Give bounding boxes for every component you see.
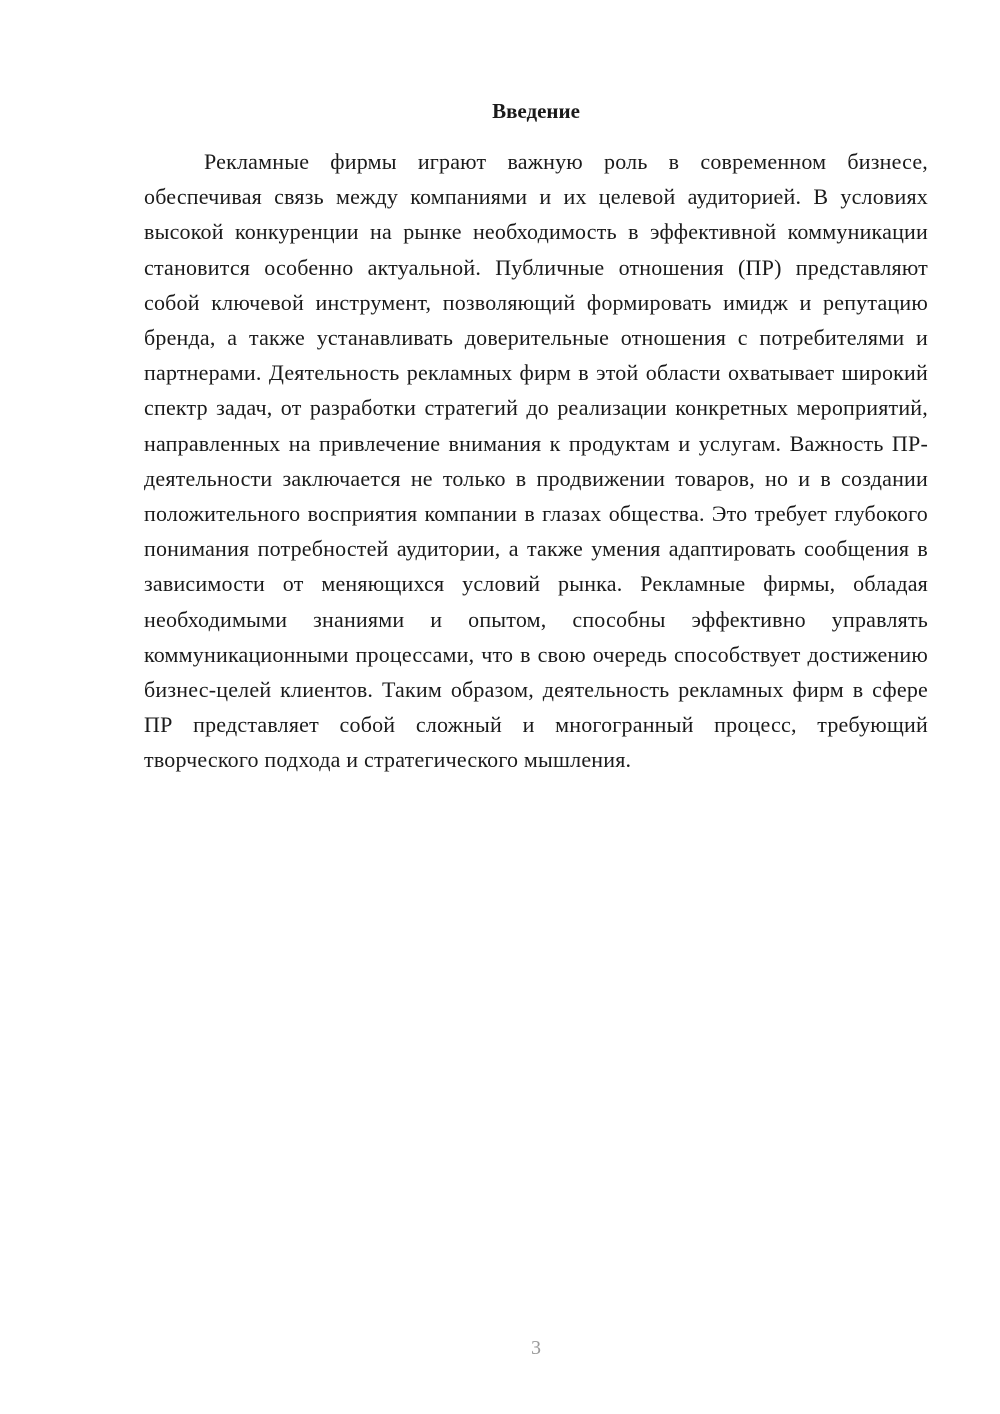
section-heading: Введение <box>492 99 580 123</box>
page-number: 3 <box>531 1337 541 1359</box>
intro-paragraph: Рекламные фирмы играют важную роль в современном бизнесе, обеспечивая связь между компаниями и их целевой аудиторией. В условиях высокой конкуренции на рынке необходимость в эффективной коммуникации становится особенно актуальной. Публичные отношения (ПР) представляют собой ключевой инструмент, позволяющий формировать имидж и репутацию бренда, а также устанавливать доверительные отношения с потребителями и партнерами. Деятельность рекламных фирм в этой области охватывает широкий спектр задач, от разработки стратегий до реализации конкретных мероприятий, направленных на привлечение внимания к продуктам и услугам. Важность ПР-деятельности заключается не только в продвижении товаров, но и в создании положительного восприятия компании в глазах общества. Это требует глубокого понимания потребностей аудитории, а также умения адаптировать сообщения в зависимости от меняющихся условий рынка. Рекламные фирмы, обладая необходимыми знаниями и опытом, способны эффективно управлять коммуникационными процессами, что в свою очередь способствует достижению бизнес-целей клиентов. Таким образом, деятельность рекламных фирм в сфере ПР представляет собой сложный и многогранный процесс, требующий творческого подхода и стратегического мышления. <box>144 149 928 773</box>
